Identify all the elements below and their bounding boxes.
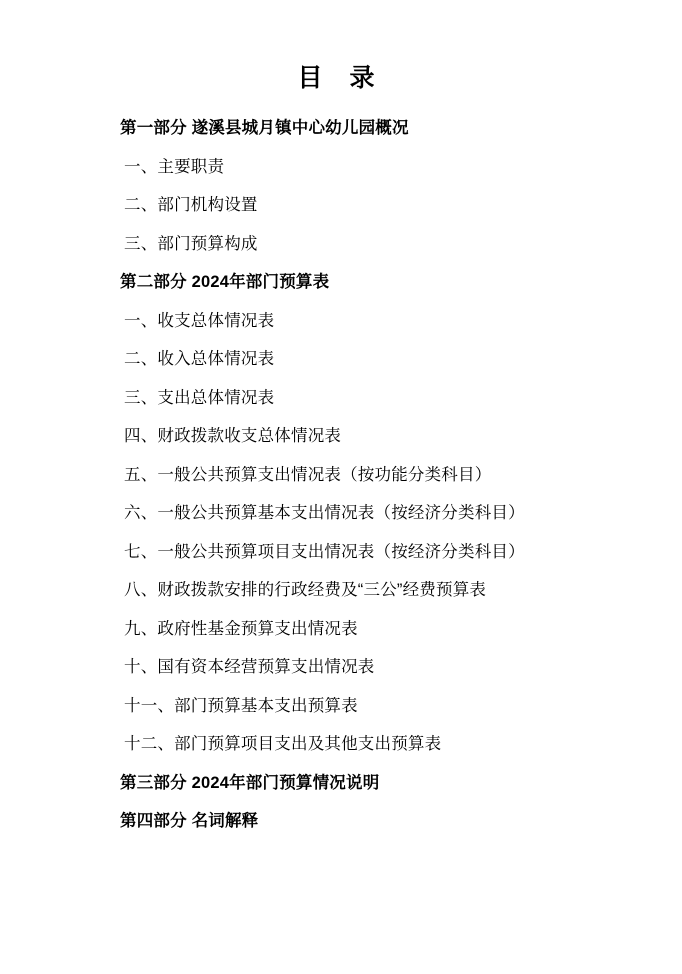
toc-entry[interactable]: 三、支出总体情况表 xyxy=(124,388,275,407)
toc-entry[interactable]: 十二、部门预算项目支出及其他支出预算表 xyxy=(124,735,442,753)
toc-entry[interactable]: 第四部分 名词解释 xyxy=(120,812,259,830)
toc-entry[interactable]: 五、一般公共预算支出情况表（按功能分类科目） xyxy=(124,465,492,484)
toc-entry[interactable]: 十、国有资本经营预算支出情况表 xyxy=(124,658,375,676)
table-of-contents xyxy=(62,120,620,830)
toc-entry[interactable]: 十一、部门预算基本支出预算表 xyxy=(124,696,358,715)
toc-entry[interactable]: 二、部门机构设置 xyxy=(124,196,258,214)
toc-entry[interactable]: 七、一般公共预算项目支出情况表（按经济分类科目） xyxy=(124,542,525,561)
toc-entry[interactable]: 二、收入总体情况表 xyxy=(124,350,275,368)
toc-entry[interactable]: 第三部分 2024年部门预算情况说明 xyxy=(120,773,380,792)
page-title: 目 录 xyxy=(297,64,385,92)
toc-entry[interactable]: 第二部分 2024年部门预算表 xyxy=(120,273,330,291)
toc-entry[interactable]: 三、部门预算构成 xyxy=(124,234,258,253)
toc-entry[interactable]: 六、一般公共预算基本支出情况表（按经济分类科目） xyxy=(124,504,525,522)
toc-entry[interactable]: 四、财政拨款收支总体情况表 xyxy=(124,427,342,445)
toc-entry[interactable]: 九、政府性基金预算支出情况表 xyxy=(124,619,358,638)
toc-entry[interactable]: 一、收支总体情况表 xyxy=(124,311,275,330)
toc-entry[interactable]: 八、财政拨款安排的行政经费及“三公”经费预算表 xyxy=(124,581,487,599)
toc-entry[interactable]: 一、主要职责 xyxy=(124,157,225,176)
toc-entry[interactable]: 第一部分 遂溪县城月镇中心幼儿园概况 xyxy=(120,119,409,137)
